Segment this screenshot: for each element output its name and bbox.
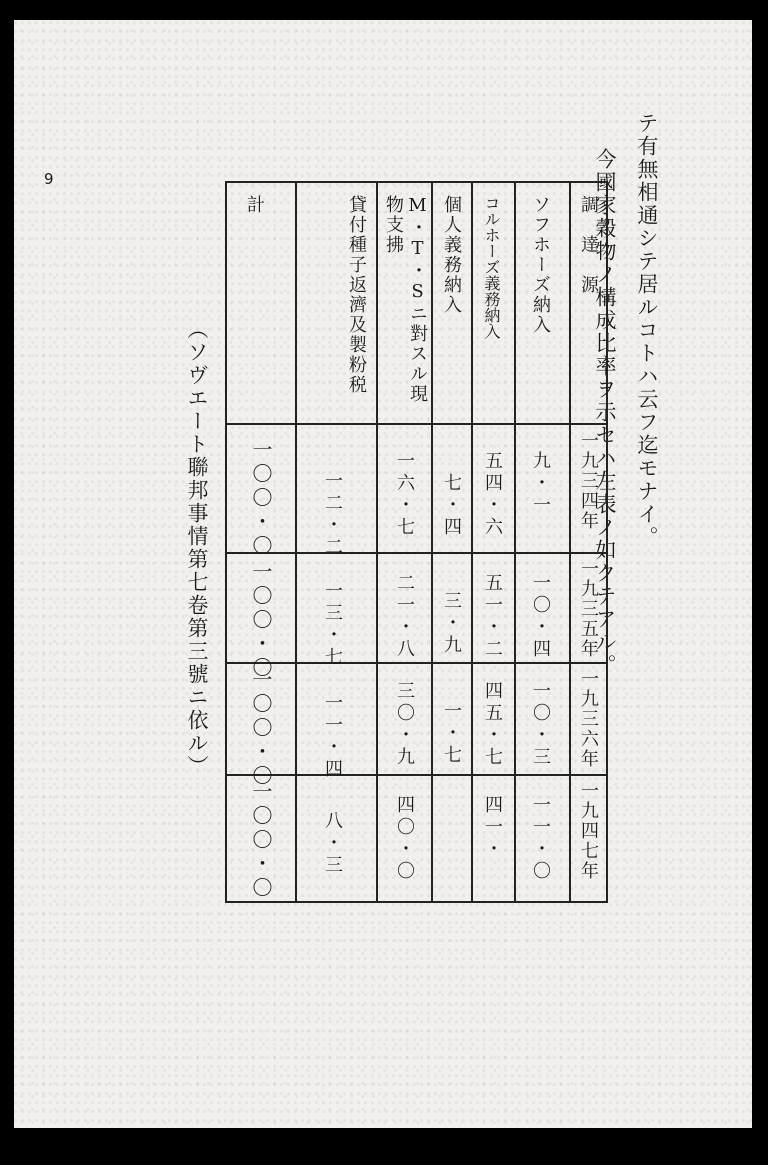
table-cell: 一三・七 [322,581,343,669]
table-cell: 一・七 [441,701,462,767]
scan-top-border [0,0,768,20]
table-cell: 五一・二 [482,573,503,661]
page-number: 9 [44,170,54,188]
table-cell: 五四・六 [482,451,503,539]
table-cell: 二一・八 [394,573,415,661]
table-cell-total: 一〇〇・〇 [249,439,273,559]
header-year-1947: 一九四七年 [578,781,599,881]
body-text-line-1: テ有無相通シテ居ルコトハ云フ迄モナイ。 [635,112,659,549]
header-source: 調 達 源 [578,195,599,295]
table-cell-total: 一〇〇・〇 [249,561,273,681]
table-cell-total: 一〇〇・〇 [249,669,273,789]
source-caption: （ソヴエート聯邦事情第七卷第三號ニ依ル） [185,318,209,778]
table-cell: 四一・ [482,795,503,861]
row-label-total: 計 [244,195,265,215]
table-cell-total: 一〇〇・〇 [249,781,273,901]
table-cell: 一一・四 [322,693,343,781]
body-text-line-2: 今國家穀物ノ構成比率ヲ示セハ左表ノ如クテアル。 [593,148,617,677]
table-cell: 一一・〇 [530,795,551,883]
table-cell: 三・九 [441,591,462,657]
header-year-1934: 一九三四年 [578,431,599,531]
row-label: コルホーズ義務納入 [482,195,501,339]
table-cell: 一六・七 [394,451,415,539]
table-cell: 四〇・〇 [394,795,415,883]
header-year-1936: 一九三六年 [578,669,599,769]
row-label: ソフホーズ納入 [530,195,551,335]
table-cell: 九・一 [530,451,551,517]
row-label: 貸付種子返濟及製粉税 [346,195,367,395]
grain-procurement-table [225,181,608,903]
table-cell: 八・三 [322,811,343,877]
row-label: 個人義務納入 [441,195,462,315]
table-cell: 一〇・四 [530,573,551,661]
table-cell: 三〇・九 [394,681,415,769]
row-label: M・T・Sニ對スル現物支拂 [383,195,428,404]
table-cell: 七・四 [441,473,462,539]
table-cell: 一二・二 [322,471,343,559]
table-cell: 四五・七 [482,681,503,769]
table-cell: 一〇・三 [530,681,551,769]
header-year-1935: 一九三五年 [578,559,599,659]
